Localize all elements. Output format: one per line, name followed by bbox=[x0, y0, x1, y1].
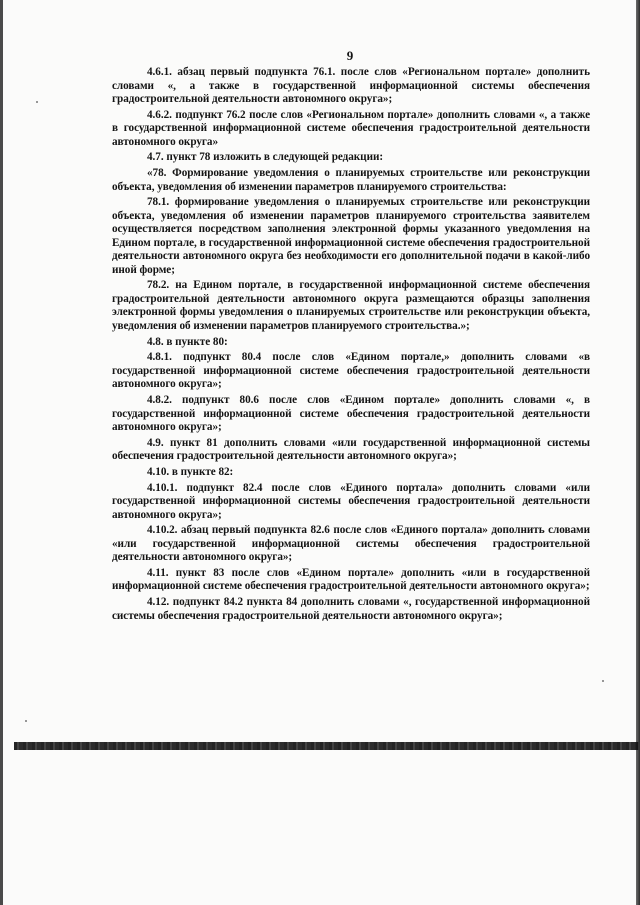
scan-artifact-band bbox=[14, 742, 640, 750]
scan-speck bbox=[602, 680, 604, 682]
paragraph-78-2: 78.2. на Едином портале, в государственной информационной системе обеспечения градостроительной деятельности автономного округа размещаются образцы заполнения электронной формы уведомления о планируемых строительстве или реконструкции объекта, уведомления об изменении параметров планируемого строительства.»; bbox=[112, 279, 590, 332]
scan-left-edge bbox=[0, 0, 3, 905]
paragraph-78-1: 78.1. формирование уведомления о планируемых строительстве или реконструкции объекта, уведомления об изменении параметров планируемого строительства заявителем осуществляется посредством заполнения электронной формы указанного уведомления на Едином портале, в государственной информационной системе обеспечения градостроительной деятельности автономного округа без необходимости его дополнительной подачи в какой-либо иной форме; bbox=[112, 196, 590, 276]
scan-speck bbox=[36, 101, 38, 103]
document-body bbox=[112, 66, 590, 625]
paragraph-4-11: 4.11. пункт 83 после слов «Едином портале» дополнить «или в государственной информационной системе обеспечения градостроительной деятельности автономного округа»; bbox=[112, 566, 590, 593]
page-number: 9 bbox=[346, 48, 354, 63]
paragraph-4-8: 4.8. в пункте 80: bbox=[147, 335, 228, 348]
paragraph-4-10: 4.10. в пункте 82: bbox=[147, 465, 234, 478]
paragraph-4-12: 4.12. подпункт 84.2 пункта 84 дополнить словами «, государственной информационной системы обеспечения градостроительной деятельности автономного округа»; bbox=[112, 596, 590, 622]
scan-right-edge bbox=[636, 0, 640, 905]
paragraph-4-7: 4.7. пункт 78 изложить в следующей редакции: bbox=[147, 151, 384, 164]
paragraph-4-10-2: 4.10.2. абзац первый подпункта 82.6 после слов «Единого портала» дополнить словами «или государственной информационной системы обеспечения градостроительной деятельности автономного округа»; bbox=[112, 524, 590, 564]
paragraph-4-8-1: 4.8.1. подпункт 80.4 после слов «Едином портале,» дополнить словами «в государственной информационной системе обеспечения градостроительной деятельности автономного округа»; bbox=[112, 351, 590, 391]
paragraph-4-10-1: 4.10.1. подпункт 82.4 после слов «Единого портала» дополнить словами «или государственной информационной системы обеспечения градостроительной деятельности автономного округа»; bbox=[112, 481, 590, 521]
scan-speck bbox=[25, 720, 27, 722]
paragraph-4-6-1: 4.6.1. абзац первый подпункта 76.1. после слов «Региональном портале» дополнить словами «, а также в государственной информационной системы обеспечения градостроительной деятельности автономного округа»; bbox=[112, 66, 590, 105]
paragraph-4-6-2: 4.6.2. подпункт 76.2 после слов «Региональном портале» дополнить словами «, а также в государственной информационной системе обеспечения градостроительной деятельности автономного округа» bbox=[112, 108, 590, 148]
paragraph-78: «78. Формирование уведомления о планируемых строительстве или реконструкции объекта, уведомления об изменении параметров планируемого строительства: bbox=[112, 167, 590, 193]
paragraph-4-9: 4.9. пункт 81 дополнить словами «или государственной информационной системы обеспечения градостроительной деятельности автономного округа»; bbox=[112, 436, 590, 463]
paragraph-4-8-2: 4.8.2. подпункт 80.6 после слов «Едином портале» дополнить словами «, в государственной информационной системе обеспечения градостроительной деятельности автономного округа»; bbox=[112, 394, 590, 433]
